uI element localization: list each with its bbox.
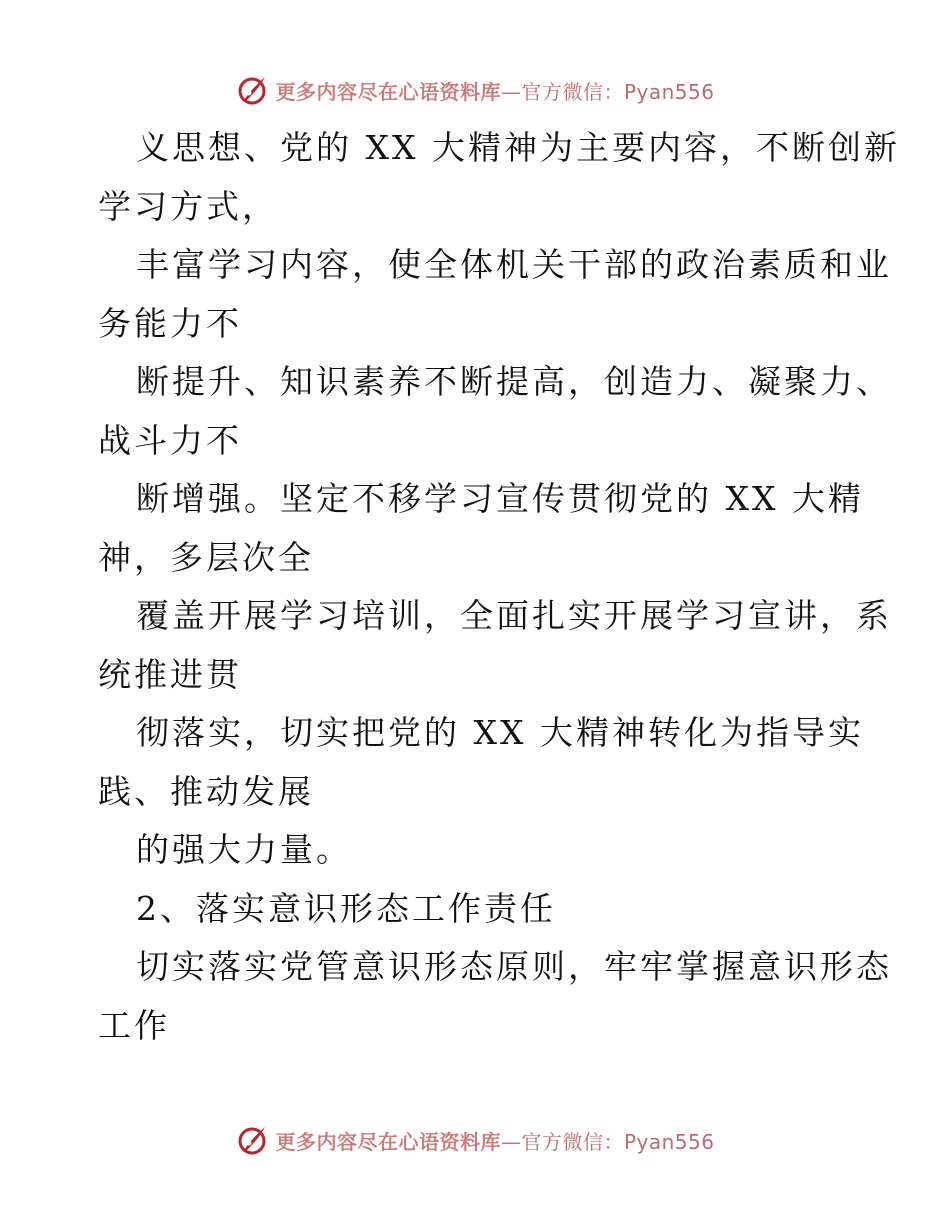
- text-line: 务能力不: [98, 303, 242, 343]
- body-text: [98, 119, 900, 1055]
- text-line: 丰富学习内容，使全体机关干部的政治素质和业: [136, 245, 892, 284]
- text-line: 的强大力量。: [136, 830, 352, 869]
- text-line: 覆盖开展学习培训，全面扎实开展学习宣讲，系: [136, 596, 892, 635]
- text-line: 战斗力不: [98, 420, 242, 460]
- text-line: 2、落实意识形态工作责任: [136, 888, 556, 928]
- text-line: 义思想、党的 XX 大精神为主要内容，不断创新: [136, 128, 900, 167]
- header-banner-text: [275, 76, 714, 105]
- text-line: 学习方式，: [98, 186, 278, 226]
- footer-banner: [0, 1120, 950, 1160]
- text-line: 工作: [98, 1005, 170, 1045]
- header-banner: [0, 70, 950, 110]
- text-line: 统推进贯: [98, 654, 242, 694]
- text-line: 彻落实，切实把党的 XX 大精神转化为指导实: [136, 713, 864, 752]
- footer-banner-text: [275, 1126, 714, 1155]
- footer-banner-separator: —: [500, 1129, 522, 1154]
- text-line: 断增强。坚定不移学习宣传贯彻党的 XX 大精: [136, 479, 864, 518]
- quill-circle-logo-icon: [235, 73, 269, 107]
- header-banner-title: 更多内容尽在心语资料库: [275, 79, 501, 104]
- header-banner-separator: —: [500, 79, 522, 104]
- quill-circle-logo-icon: [235, 1123, 269, 1157]
- footer-banner-wechat: 官方微信：Pyan556: [521, 1129, 715, 1154]
- text-line: 断提升、知识素养不断提高，创造力、凝聚力、: [136, 362, 892, 401]
- text-line: 神，多层次全: [98, 537, 314, 577]
- footer-banner-title: 更多内容尽在心语资料库: [275, 1129, 501, 1154]
- header-banner-wechat: 官方微信：Pyan556: [521, 79, 715, 104]
- text-line: 践、推动发展: [98, 771, 314, 811]
- text-line: 切实落实党管意识形态原则，牢牢掌握意识形态: [136, 947, 892, 986]
